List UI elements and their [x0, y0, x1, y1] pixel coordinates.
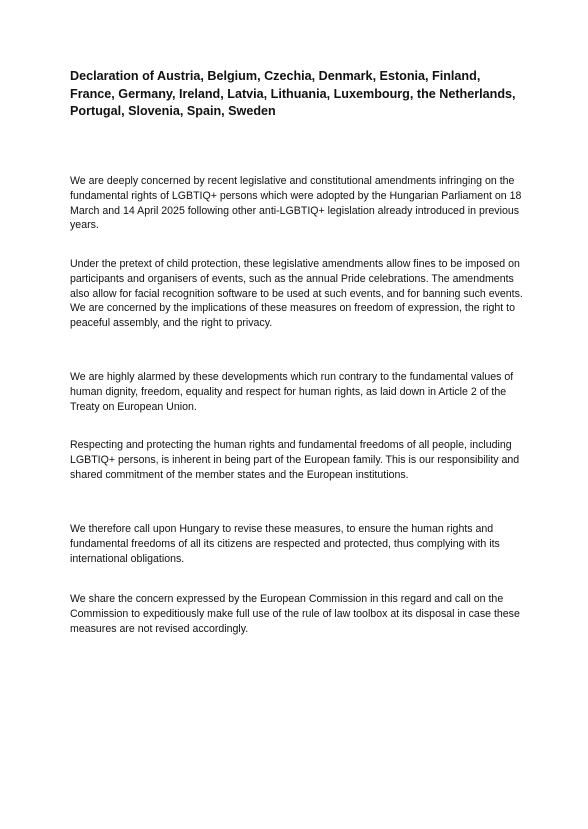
paragraph-human-rights: Respecting and protecting the human rights and fundamental freedoms of all people, including LGBTIQ+ persons, is inherent in being part of the European family. This is our responsibility and shared commitment of the member states and the European institutions. — [70, 439, 520, 481]
paragraph-child-protection: Under the pretext of child protection, these legislative amendments allow fines to be imposed on participants and organisers of events, such as the annual Pride celebrations. The amendments also allow for facial recognition software to be used at such events, and for banning such events. We are concerned by the implications of these measures on freedom of expression, the right to peaceful assembly, and the right to privacy. — [70, 258, 523, 330]
paragraph-alarm: We are highly alarmed by these developments which run contrary to the fundamental values of human dignity, freedom, equality and respect for human rights, as laid down in Article 2 of the Treaty on European Union. — [70, 371, 514, 413]
document-title: Declaration of Austria, Belgium, Czechia, Denmark, Estonia, Finland, France, Germany, Ireland, Latvia, Lithuania, Luxembourg, the Netherlands, Portugal, Slovenia, Spain, Sweden — [70, 69, 516, 118]
paragraph-call-on-hungary: We therefore call upon Hungary to revise these measures, to ensure the human rights and fundamental freedoms of all its citizens are respected and protected, thus complying with its international obligations. — [70, 523, 500, 565]
paragraph-concern: We are deeply concerned by recent legislative and constitutional amendments infringing on the fundamental rights of LGBTIQ+ persons which were adopted by the Hungarian Parliament on 18 March and 14 April 2025 following other anti-LGBTIQ+ legislation already introduced in previous years. — [70, 175, 522, 232]
paragraph-call-on-commission: We share the concern expressed by the European Commission in this regard and call on the Commission to expeditiously make full use of the rule of law toolbox at its disposal in case these measures are not revised accordingly. — [70, 593, 520, 635]
